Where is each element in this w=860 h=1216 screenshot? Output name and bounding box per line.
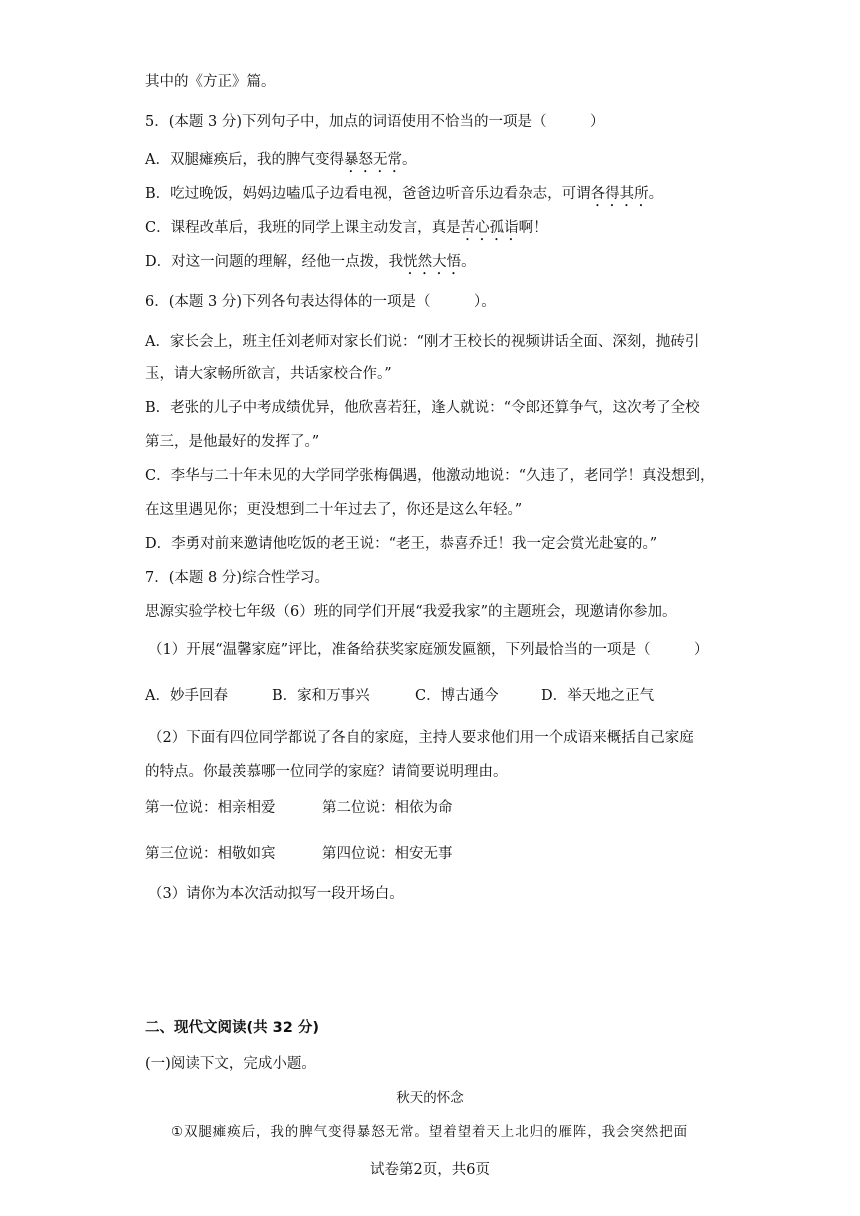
question-5-option-c xyxy=(145,218,548,244)
page-footer: 试卷第2页，共6页 xyxy=(370,1162,490,1178)
option-d: D．举天地之正气 xyxy=(541,688,655,704)
dotted-word: 恍然大悟 xyxy=(403,254,462,270)
text-line: 其中的《方正》篇。 xyxy=(145,74,276,90)
option-text: 。 xyxy=(401,152,417,168)
student-3: 第三位说：相敬如宾 xyxy=(145,846,276,862)
dotted-word: 各得其所 xyxy=(590,186,649,202)
article-paragraph-1: ①双腿瘫痪后，我的脾气变得暴怒无常。望着望着天上北归的雁阵，我会突然把面 xyxy=(171,1124,689,1140)
option-text: A．双腿瘫痪后，我的脾气变得 xyxy=(145,152,344,168)
question-6-option-a-line1: A．家长会上，班主任刘老师对家长们说：“刚才王校长的视频讲话全面、深刻，抛砖引 xyxy=(145,334,700,350)
option-text: B．吃过晚饭，妈妈边嗑瓜子边看电视，爸爸边听音乐边看杂志，可谓 xyxy=(145,186,591,202)
option-text: D．对这一问题的理解，经他一点拨，我 xyxy=(145,254,404,270)
option-a: A．妙手回春 xyxy=(145,688,228,704)
question-5-option-a xyxy=(145,150,416,176)
question-6-stem: 6．(本题 3 分)下列各句表达得体的一项是（ ）。 xyxy=(145,294,496,310)
question-7-stem: 7．(本题 8 分)综合性学习。 xyxy=(145,570,329,586)
option-b: B．家和万事兴 xyxy=(272,688,370,704)
question-7-part-3: （3）请你为本次活动拟写一段开场白。 xyxy=(148,886,404,902)
subsection-heading: (一)阅读下文，完成小题。 xyxy=(145,1056,316,1072)
question-5-option-b xyxy=(145,184,663,210)
question-5-option-d xyxy=(145,252,476,278)
option-text: 。 xyxy=(461,254,476,270)
question-6-option-a-line2: 玉，请大家畅所欲言，共话家校合作。” xyxy=(145,366,392,382)
dotted-word: 暴怒无常 xyxy=(343,152,402,168)
student-1: 第一位说：相亲相爱 xyxy=(145,800,276,816)
question-7-intro: 思源实验学校七年级（6）班的同学们开展“我爱我家”的主题班会，现邀请你参加。 xyxy=(145,604,677,620)
article-title: 秋天的怀念 xyxy=(396,1090,464,1106)
student-4: 第四位说：相安无事 xyxy=(322,846,453,862)
question-6-option-b-line1: B．老张的儿子中考成绩优异，他欣喜若狂，逢人就说：“令郎还算争气，这次考了全校 xyxy=(145,400,700,416)
question-5-stem: 5．(本题 3 分)下列句子中，加点的词语使用不恰当的一项是（ ） xyxy=(145,114,605,130)
question-7-part-1: （1）开展“温馨家庭”评比，准备给获奖家庭颁发匾额，下列最恰当的一项是（ ） xyxy=(148,642,709,658)
question-6-option-c-line2: 在这里遇见你；更没想到二十年过去了，你还是这么年轻。” xyxy=(145,502,523,518)
question-6-option-b-line2: 第三，是他最好的发挥了。” xyxy=(145,434,320,450)
question-7-part-2-line1: （2）下面有四位同学都说了各自的家庭，主持人要求他们用一个成语来概括自己家庭 xyxy=(148,730,694,746)
question-6-option-c-line1: C．李华与二十年未见的大学同学张梅偶遇，他激动地说：“久违了，老同学！真没想到， xyxy=(145,468,715,484)
option-text: C．课程改革后，我班的同学上课主动发言，真是 xyxy=(145,220,461,236)
option-text: 。 xyxy=(648,186,664,202)
student-2: 第二位说：相依为命 xyxy=(322,800,453,816)
question-7-part-2-line2: 的特点。你最羡慕哪一位同学的家庭？请简要说明理由。 xyxy=(145,764,508,780)
option-text: 啊！ xyxy=(518,220,548,236)
section-heading: 二、现代文阅读(共 32 分) xyxy=(145,1020,320,1036)
question-6-option-d: D．李勇对前来邀请他吃饭的老王说：“老王，恭喜乔迁！我一定会赏光赴宴的。” xyxy=(145,536,658,552)
dotted-word: 苦心孤诣 xyxy=(460,220,519,236)
option-c: C．博古通今 xyxy=(415,688,499,704)
